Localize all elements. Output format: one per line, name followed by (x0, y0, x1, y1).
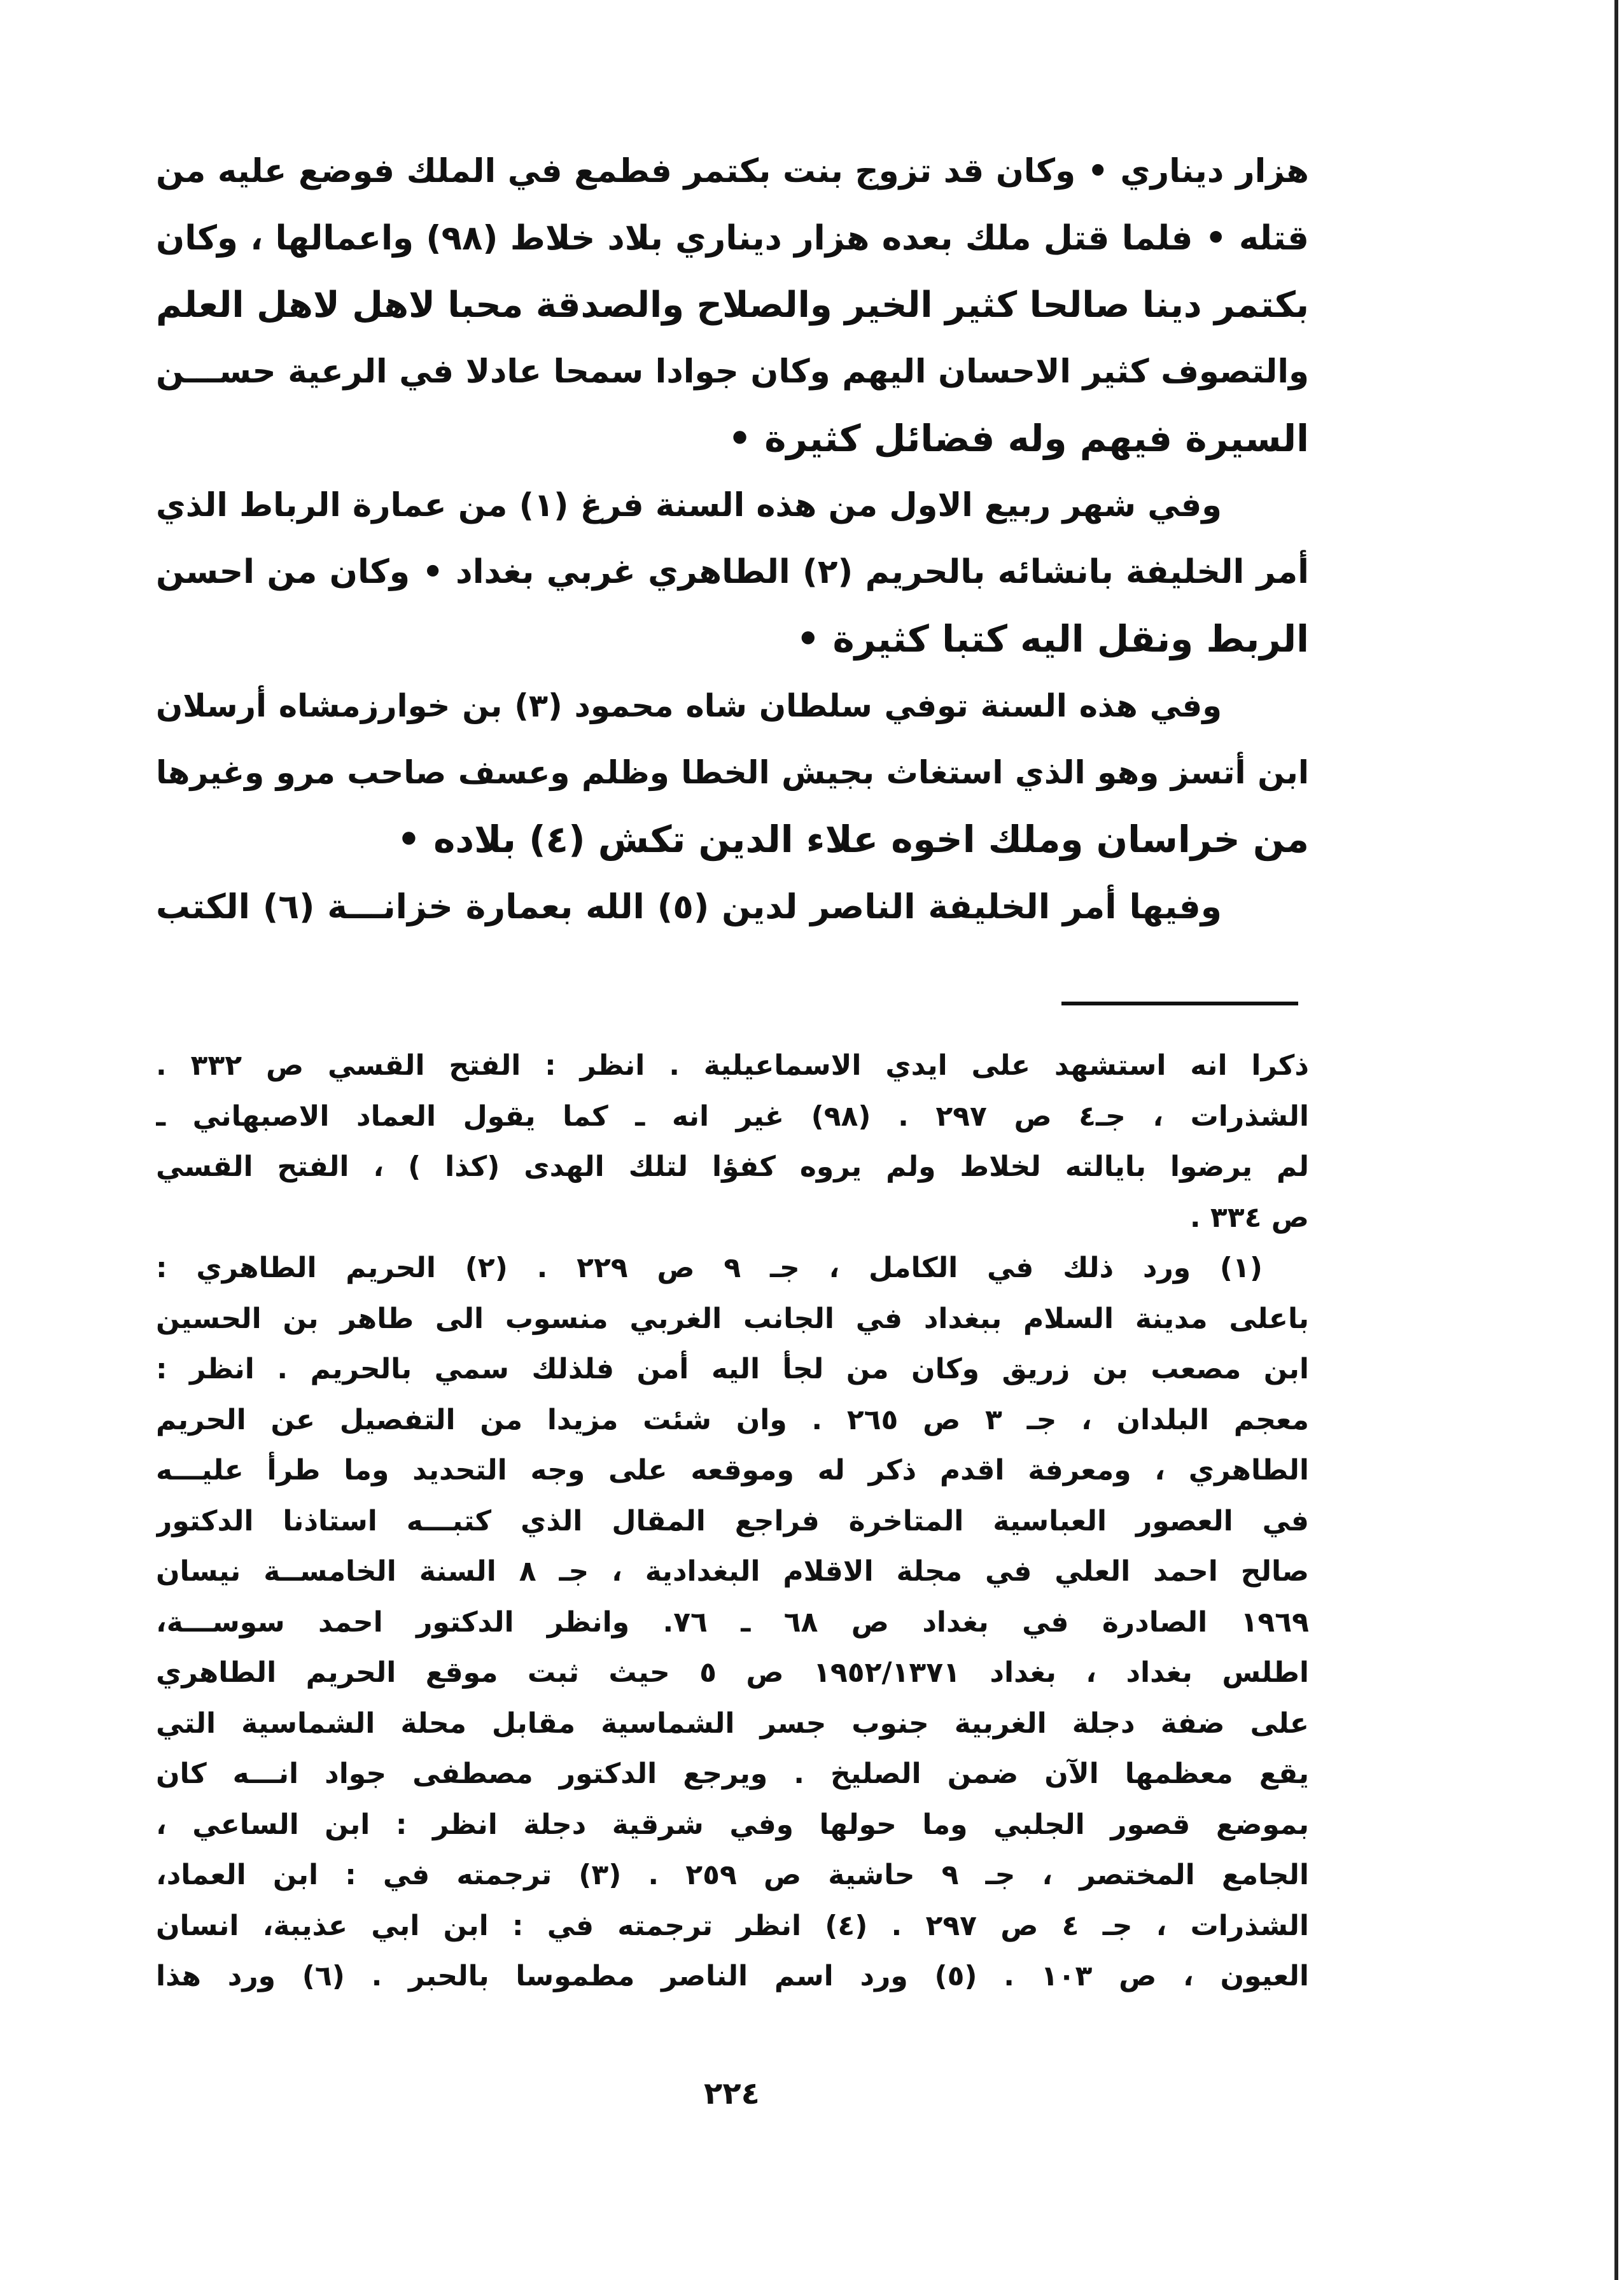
footnote-line: الشذرات ، جـ ٤ ص ٢٩٧ . (٤) انظر ترجمته في : ابن ابي عذيبة، انسان (156, 1909, 1309, 1942)
footnote-line: يقع معظمها الآن ضمن الصليخ . ويرجع الدكتور مصطفى جواد انـــه كان (156, 1758, 1309, 1790)
footnote-line: صالح احمد العلي في مجلة الاقلام البغدادية ، جـ ٨ السنة الخامســة نيسان (156, 1555, 1309, 1588)
footnote-line: العيون ، ص ١٠٣ . (٥) ورد اسم الناصر مطموسا بالحبر . (٦) ورد هذا (156, 1960, 1309, 1992)
footnote-separator (1061, 1002, 1298, 1005)
main-text-line: بكتمر دينا صالحا كثير الخير والصلاح والصدقة محبا لاهل لاهل العلم (156, 284, 1309, 326)
footnote-line: ١٩٦٩ الصادرة في بغداد ص ٦٨ ـ ٧٦. وانظر الدكتور احمد سوســـة، (156, 1605, 1309, 1639)
footnote-line: ذكرا انه استشهد على ايدي الاسماعيلية . انظر : الفتح القسي ص ٣٣٢ . (156, 1049, 1309, 1082)
main-text-line: هزار ديناري • وكان قد تزوج بنت بكتمر فطمع في الملك فوضع عليه من (156, 152, 1309, 190)
main-text-line: وفيها أمر الخليفة الناصر لدين (٥) الله بعمارة خزانـــة (٦) الكتب (156, 886, 1222, 927)
main-text (156, 138, 1309, 940)
footnote-line: ص ٣٣٤ . (1189, 1201, 1309, 1234)
footnote-line: في العصور العباسية المتاخرة فراجع المقال الذي كتبـــه استاذنا الدكتور (156, 1504, 1309, 1537)
footnote-line: معجم البلدان ، جـ ٣ ص ٢٦٥ . وان شئت مزيدا من التفصيل عن الحريم (156, 1403, 1309, 1436)
main-text-line: وفي شهر ربيع الاول من هذه السنة فرغ (١) من عمارة الرباط الذي (156, 487, 1222, 524)
footnote-line: (١) ورد ذلك في الكامل ، جـ ٩ ص ٢٢٩ . (٢) الحريم الطاهري : (156, 1252, 1263, 1284)
main-text-line: قتله • فلما قتل ملك بعده هزار ديناري بلاد خلاط (٩٨) واعمالها ، وكان (156, 219, 1309, 258)
main-text-line: ابن أتسز وهو الذي استغاث بجيش الخطا وظلم وعسف صاحب مرو وغيرها (156, 754, 1309, 791)
main-text-line: والتصوف كثير الاحسان اليهم وكان جوادا سمحا عادلا في الرعية حســـن (156, 353, 1309, 391)
footnote-line: على ضفة دجلة الغربية جنوب جسر الشماسية مقابل محلة الشماسية التي (156, 1707, 1309, 1740)
scan-edge-line (1614, 0, 1618, 2280)
footnote-line: ابن مصعب بن زريق وكان من لجأ اليه أمن فلذلك سمي بالحريم . انظر : (156, 1353, 1309, 1385)
main-text-line: السيرة فيهم وله فضائل كثيرة • (728, 417, 1309, 460)
main-text-line: أمر الخليفة بانشائه بالحريم (٢) الطاهري غربي بغداد • وكان من احسن (156, 553, 1309, 591)
main-text-line: من خراسان وملك اخوه علاء الدين تكش (٤) بلاده • (396, 818, 1309, 861)
main-text-line: الربط ونقل اليه كتبا كثيرة • (796, 617, 1309, 661)
page-number: ٢٢٤ (704, 2076, 760, 2111)
footnote-line: اطلس بغداد ، بغداد ١٩٥٢/١٣٧١ ص ٥ حيث ثبت موقع الحريم الطاهري (156, 1656, 1309, 1689)
footnote-line: الشذرات ، جـ٤ ص ٢٩٧ . (٩٨) غير انه ـ كما يقول العماد الاصبهاني ـ (156, 1100, 1309, 1133)
main-text-line: وفي هذه السنة توفي سلطان شاه محمود (٣) بن خوارزمشاه أرسلان (156, 687, 1222, 724)
footnote-line: الطاهري ، ومعرفة اقدم ذكر له وموقعه على وجه التحديد وما طرأ عليـــه (156, 1454, 1309, 1486)
footnotes (156, 1040, 1309, 2002)
footnote-line: باعلى مدينة السلام ببغداد في الجانب الغربي منسوب الى طاهر بن الحسين (156, 1302, 1309, 1335)
footnote-line: لم يرضوا بايالته لخلاط ولم يروه كفؤا لتلك الهدى (كذا ) ، الفتح القسي (156, 1150, 1309, 1183)
footnote-line: بموضع قصور الجلبي وما حولها وفي شرقية دجلة انظر : ابن الساعي ، (156, 1808, 1309, 1841)
footnote-line: الجامع المختصر ، جـ ٩ حاشية ص ٢٥٩ . (٣) ترجمته في : ابن العماد، (156, 1859, 1309, 1891)
